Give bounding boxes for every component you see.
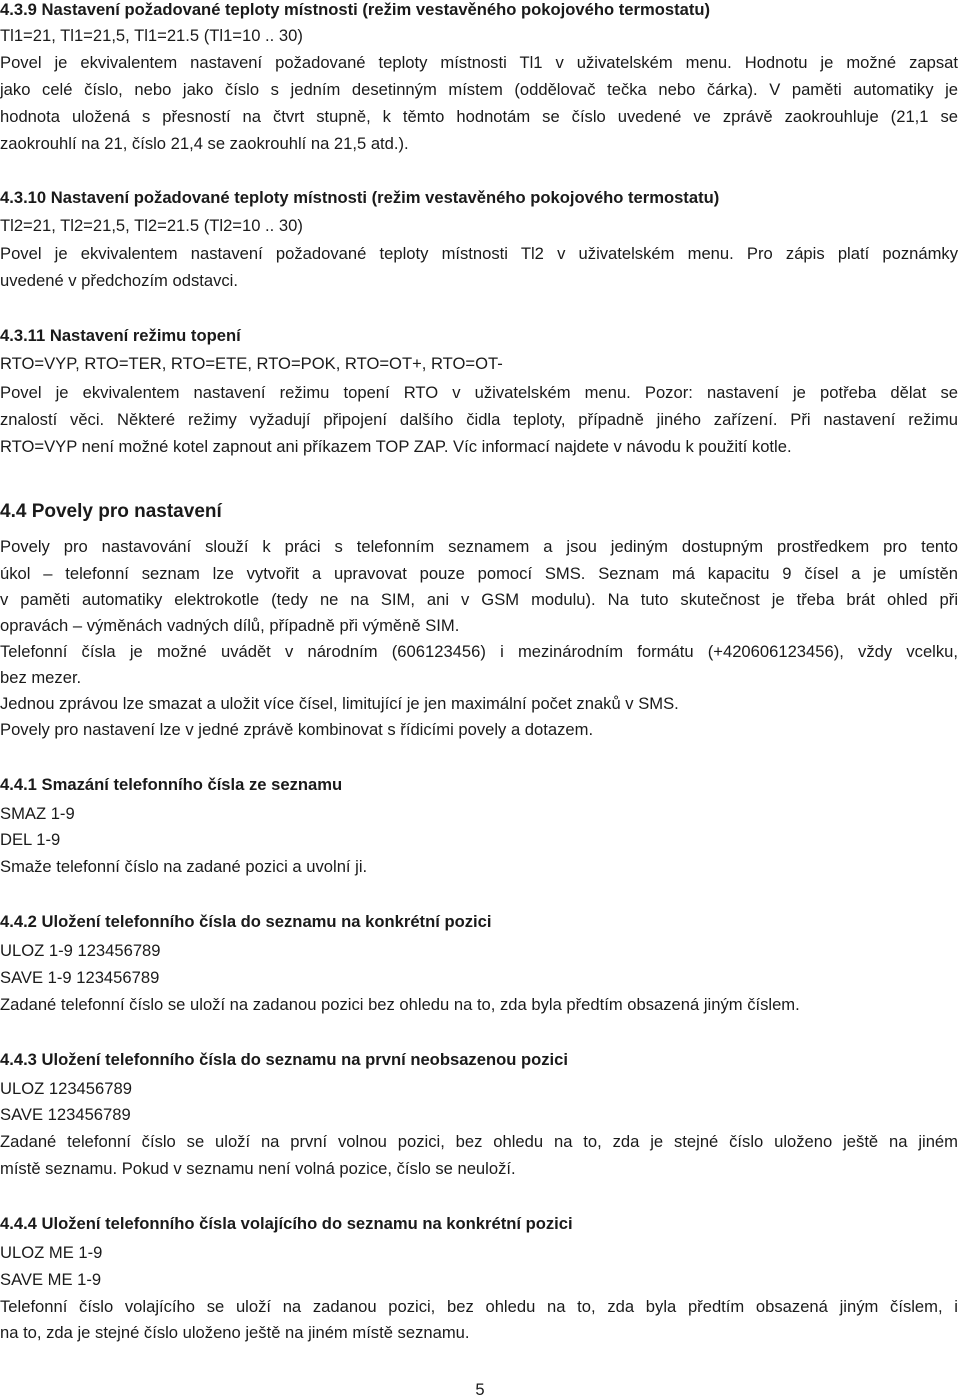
paragraph-line: Telefonní čísla je možné uvádět v národním (606123456) i mezinárodním formátu (+420606123456), vždy vcelku, bbox=[0, 642, 958, 661]
paragraph-line: Zadané telefonní číslo se uloží na první volnou pozici, bez ohledu na to, zda je stejné číslo uloženo ještě na jiném bbox=[0, 1132, 958, 1151]
paragraph-line: Jednou zprávou lze smazat a uložit více čísel, limitující je jen maximální počet znaků v SMS. bbox=[0, 694, 679, 713]
section-heading-4-3-11: 4.3.11 Nastavení režimu topení bbox=[0, 326, 241, 345]
paragraph-line: místě seznamu. Pokud v seznamu není volná pozice, číslo se neuloží. bbox=[0, 1159, 516, 1178]
paragraph-line: uvedené v předchozím odstavci. bbox=[0, 271, 238, 290]
paragraph-line: Povely pro nastavování slouží k práci s telefonním seznamem a jsou jediným dostupným prostředkem pro tento bbox=[0, 537, 958, 556]
command-line: SAVE 1-9 123456789 bbox=[0, 968, 160, 987]
command-line: DEL 1-9 bbox=[0, 830, 61, 849]
command-line: ULOZ ME 1-9 bbox=[0, 1243, 103, 1262]
command-line: ULOZ 123456789 bbox=[0, 1079, 132, 1098]
paragraph-line: RTO=VYP není možné kotel zapnout ani příkazem TOP ZAP. Víc informací najdete v návodu k použití kotle. bbox=[0, 437, 792, 456]
command-list: Tl2=21, Tl2=21,5, Tl2=21.5 (Tl2=10 .. 30) bbox=[0, 216, 303, 235]
paragraph-line: Povely pro nastavení lze v jedné zprávě kombinovat s řídicími povely a dotazem. bbox=[0, 720, 594, 739]
command-list: Tl1=21, Tl1=21,5, Tl1=21.5 (Tl1=10 .. 30) bbox=[0, 26, 303, 45]
command-list: RTO=VYP, RTO=TER, RTO=ETE, RTO=POK, RTO=OT+, RTO=OT- bbox=[0, 354, 503, 373]
paragraph-line: opravách – výměnách vadných dílů, případně při výměně SIM. bbox=[0, 616, 460, 635]
paragraph-line: na to, zda je stejné číslo uloženo ještě na jiném místě seznamu. bbox=[0, 1323, 470, 1342]
paragraph-line: Povel je ekvivalentem nastavení požadované teploty místnosti Tl2 v uživatelském menu. Pro zápis platí poznámky bbox=[0, 244, 958, 263]
paragraph-line: Zadané telefonní číslo se uloží na zadanou pozici bez ohledu na to, zda byla předtím obsazená jiným číslem. bbox=[0, 995, 800, 1014]
paragraph-line: v paměti automatiky elektrokotle (tedy ne na SIM, ani v GSM modulu). Na tuto skutečnost je třeba brát ohled při bbox=[0, 590, 958, 609]
section-heading-4-4-4: 4.4.4 Uložení telefonního čísla volajícího do seznamu na konkrétní pozici bbox=[0, 1214, 573, 1233]
paragraph-line: Smaže telefonní číslo na zadané pozici a uvolní ji. bbox=[0, 857, 368, 876]
section-heading-4-4-2: 4.4.2 Uložení telefonního čísla do seznamu na konkrétní pozici bbox=[0, 912, 492, 931]
section-heading-4-3-9: 4.3.9 Nastavení požadované teploty místnosti (režim vestavěného pokojového termostatu) bbox=[0, 0, 711, 19]
paragraph-line: hodnota uložená s přesností na čtvrt stupně, k těmto hodnotám se číslo uvedené ve zprávě zaokrouhluje (21,1 se bbox=[0, 107, 958, 126]
section-heading-4-4: 4.4 Povely pro nastavení bbox=[0, 501, 222, 522]
paragraph-line: Povel je ekvivalentem nastavení režimu topení RTO v uživatelském menu. Pozor: nastavení je potřeba dělat se bbox=[0, 383, 958, 402]
section-heading-4-4-1: 4.4.1 Smazání telefonního čísla ze seznamu bbox=[0, 775, 343, 794]
paragraph-line: úkol – telefonní seznam lze vytvořit a upravovat pouze pomocí SMS. Seznam má kapacitu 9 čísel a je umístěn bbox=[0, 564, 958, 583]
paragraph-line: bez mezer. bbox=[0, 668, 82, 687]
command-line: SMAZ 1-9 bbox=[0, 804, 75, 823]
paragraph-line: zaokrouhlí na 21, číslo 21,4 se zaokrouhlí na 21,5 atd.). bbox=[0, 134, 409, 153]
command-line: ULOZ 1-9 123456789 bbox=[0, 941, 161, 960]
paragraph-line: Telefonní číslo volajícího se uloží na zadanou pozici, bez ohledu na to, zda byla předtím obsazená jiným číslem, i bbox=[0, 1297, 958, 1316]
section-heading-4-3-10: 4.3.10 Nastavení požadované teploty místnosti (režim vestavěného pokojového termostatu) bbox=[0, 188, 720, 207]
paragraph-line: jako celé číslo, nebo jako číslo s jedním desetinným místem (oddělovač tečka nebo čárka). V paměti automatiky je bbox=[0, 80, 958, 99]
paragraph-line: Povel je ekvivalentem nastavení požadované teploty místnosti Tl1 v uživatelském menu. Hodnotu je možné zapsat bbox=[0, 53, 958, 72]
section-heading-4-4-3: 4.4.3 Uložení telefonního čísla do seznamu na první neobsazenou pozici bbox=[0, 1050, 568, 1069]
command-line: SAVE ME 1-9 bbox=[0, 1270, 102, 1289]
command-line: SAVE 123456789 bbox=[0, 1105, 131, 1124]
page-number: 5 bbox=[475, 1380, 485, 1399]
paragraph-line: znalostí věci. Některé režimy vyžadují připojení dalšího čidla teploty, případně jiného zařízení. Při nastavení režimu bbox=[0, 410, 958, 429]
